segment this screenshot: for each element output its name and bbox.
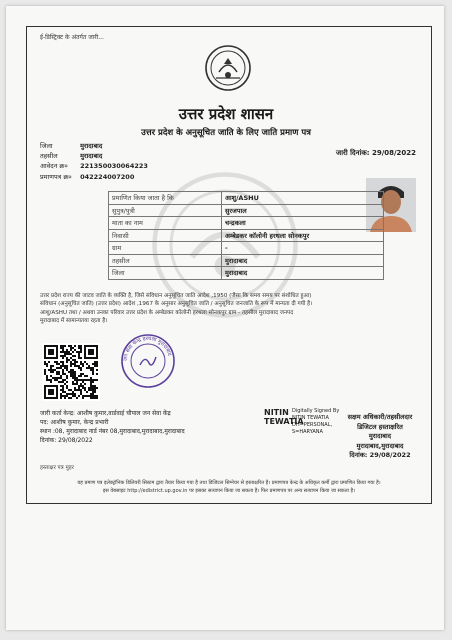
application-row <box>40 161 148 170</box>
name-value: आशु/ASHU <box>222 192 384 205</box>
application-label: आवेदन क्र० <box>40 162 68 170</box>
district-detail-value: मुरादाबाद <box>222 267 384 280</box>
details-table <box>108 191 384 280</box>
certificate-subtitle: उत्तर प्रदेश के अनुसूचित जाति के लिए जाति प्रमाण पत्र <box>141 128 311 138</box>
certificate-row <box>40 172 134 181</box>
address-value: अम्बेडकर कॉलोनी हरथला सोनकपुर <box>222 229 384 242</box>
table-row: सुपुत्र/पुत्री सुरजपाल <box>109 204 384 217</box>
table-row: प्रमाणित किया जाता है कि आशु/ASHU <box>109 192 384 205</box>
certificate-number: 042224007200 <box>80 173 135 181</box>
table-row: तहसील मुरादाबाद <box>109 254 384 267</box>
tehsil-row <box>40 151 102 160</box>
issuer-block: जारी कर्ता केन्द्र: आशीष कुमार,वार्डवाई चौपाल जन सेवा केंद्र पद: आशीष कुमार, केन्द्र प्रभारी स्थान :08, मुरादाबाद नार्ड नंबर 08,मुरादाबाद,मुरादाबाद,मुरादाबाद दिनांक: 29/08/2022 <box>40 410 185 444</box>
district-row <box>40 141 102 150</box>
father-name-value: सुरजपाल <box>222 204 384 217</box>
digital-signature-details: Digitally Signed By NITIN TEWATIA DH=PERSONAL, S=HARYANA <box>292 408 340 435</box>
issue-date: जारी दिनांक: 29/08/2022 <box>336 149 417 157</box>
tehsil-value: मुरादाबाद <box>80 152 103 160</box>
mother-name-value: चन्द्रकला <box>222 217 384 230</box>
district-label: जिला <box>40 142 53 150</box>
up-emblem-icon <box>204 44 252 92</box>
digital-signature: NITIN TEWATIA Digitally Signed By NITIN TEWATIA DH=PERSONAL, S=HARYANA <box>264 408 304 426</box>
table-row: माता का नाम चन्द्रकला <box>109 217 384 230</box>
top-note: ई-डिस्ट्रिक्ट के अंतर्गत जारी... <box>40 34 104 41</box>
certification-paragraph: उत्तर प्रदेश राज्य की जाटव जाति के व्यक्ति है, जिसे संविधान अनुसूचित जाति आदेश ,1950 (जैसा कि समय समय पर संशोधित हुआ) संविधान (अनुसूचित जाति) (उत्तर प्रदेश) आदेश ,1967 के अनुसार अनुसूचित जाति / अनुसूचित जनजाति के रूप में मान्यता दी गयी है। आशु/ASHU तथा / अथवा उनका परिवार उत्तर प्रदेश के अम्बेडकर कॉलोनी हरथला सोनकपुर ग्राम - तहसील मुरादाबाद जनपद मुरादाबाद में सामान्यतया रहता है। <box>40 293 313 325</box>
qr-code <box>42 343 100 401</box>
tehsil-label: तहसील <box>40 152 58 160</box>
competent-authority-block: सक्षम अधिकारी/तहसीलदार डिजिटल हस्ताक्षरित मुरादाबाद मुरादाबाद,मुरादाबाद दिनांक: 29/08/2022 <box>347 413 413 459</box>
district-value: मुरादाबाद <box>80 142 103 150</box>
footer-disclaimer: यह प्रमाण पत्र इलेक्ट्रॉनिक डिलिवरी सिस्टम द्वारा तैयार किया गया है तथा डिजिटल सिग्नेचर से हस्ताक्षरित है। प्रमाणपत्र केन्द्र के अधिकृत कर्मी द्वारा प्रमाणित किया गया है। इस वेबसाइट http://edistrict.up.gov.in पर इसका सत्यापन किया जा सकता है। फिर प्रमाणपत्र पर अन्य सत्यापन किया जा सकता है। <box>77 480 381 494</box>
office-stamp <box>120 333 176 389</box>
table-row: ग्राम - <box>109 242 384 255</box>
svg-text:जन सेवा केन्द्र हरथला मुरादाबा: जन सेवा केन्द्र हरथला मुरादाबाद <box>122 335 173 362</box>
tehsil-detail-value: मुरादाबाद <box>222 254 384 267</box>
application-number: 221350030064223 <box>80 162 148 170</box>
print-label: हस्ताक्षर पत्र मुहर <box>40 465 74 471</box>
village-value: - <box>222 242 384 255</box>
table-row: निवासी अम्बेडकर कॉलोनी हरथला सोनकपुर <box>109 229 384 242</box>
table-row: जिला मुरादाबाद <box>109 267 384 280</box>
page-title: उत्तर प्रदेश शासन <box>178 105 274 123</box>
certificate-label: प्रमाणपत्र क्र० <box>40 173 72 181</box>
